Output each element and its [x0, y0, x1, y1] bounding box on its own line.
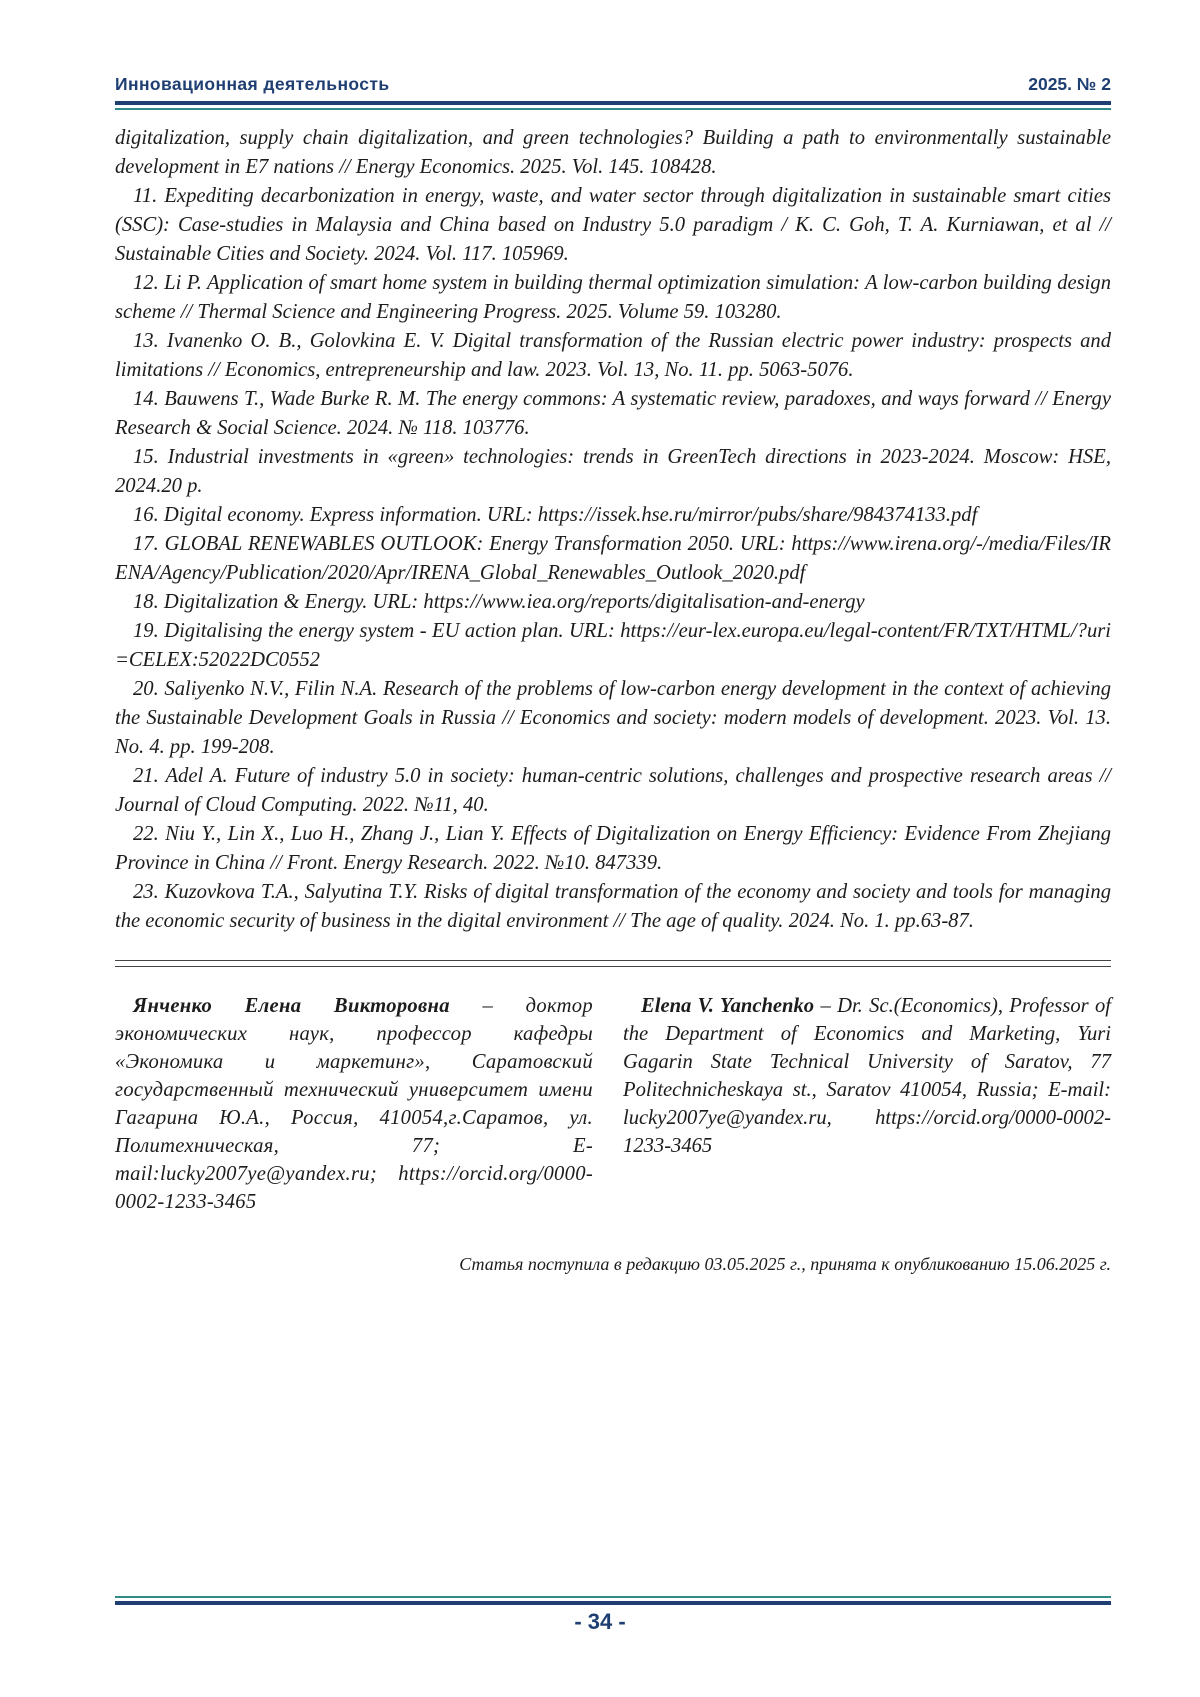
author-name-ru: Янченко Елена Викторовна: [133, 995, 450, 1017]
reference-item: 11. Expediting decarbonization in energy, waste, and water sector through digitalization in sustainable smart cities (SSC): Case-studies in Malaysia and China based on Industry 5.0 paradigm / K. C. Goh, T. A. Kurniawan, et al // Sustainable Cities and Society. 2024. Vol. 117. 105969.: [115, 182, 1111, 269]
section-divider-top: [115, 960, 1111, 961]
reference-item: 17. GLOBAL RENEWABLES OUTLOOK: Energy Transformation 2050. URL: https://www.irena.org/-/media/Files/IRENA/Agency/Publication/2020/Apr/IRENA_Global_Renewables_Outlook_2020.pdf: [115, 530, 1111, 588]
reference-item: 23. Kuzovkova T.A., Salyutina T.Y. Risks of digital transformation of the economy and society and tools for managing the economic security of business in the digital environment // The age of quality. 2024. No. 1. pp.63-87.: [115, 878, 1111, 936]
reference-item: 19. Digitalising the energy system - EU action plan. URL: https://eur-lex.europa.eu/legal-content/FR/TXT/HTML/?uri=CELEX:52022DC0552: [115, 617, 1111, 675]
author-paragraph-en: [623, 992, 1111, 1160]
reference-item: 22. Niu Y., Lin X., Luo H., Zhang J., Lian Y. Effects of Digitalization on Energy Efficiency: Evidence From Zhejiang Province in China // Front. Energy Research. 2022. №10. 847339.: [115, 820, 1111, 878]
footer-rule-thick: [115, 1601, 1111, 1605]
running-header: [115, 74, 1111, 96]
reference-item: 14. Bauwens T., Wade Burke R. M. The energy commons: A systematic review, paradoxes, and ways forward // Energy Research & Social Science. 2024. № 118. 103776.: [115, 385, 1111, 443]
section-divider-bottom: [115, 966, 1111, 967]
author-details-en: – Dr. Sc.(Economics), Professor of the Department of Economics and Marketing, Yuri Gagarin State Technical University of Saratov, 77 Politechnicheskaya st., Saratov 410054, Russia; E-mail: lucky2007ye@yandex.ru, https://orcid.org/0000-0002-1233-3465: [623, 995, 1111, 1157]
author-info-english: [623, 992, 1111, 1160]
reference-item: 20. Saliyenko N.V., Filin N.A. Research of the problems of low-carbon energy development in the context of achieving the Sustainable Development Goals in Russia // Economics and society: modern models of development. 2023. Vol. 13. No. 4. pp. 199-208.: [115, 675, 1111, 762]
reference-item: 18. Digitalization & Energy. URL: https://www.iea.org/reports/digitalisation-and-energy: [115, 588, 1111, 617]
author-info-russian: [115, 992, 593, 1216]
reference-list: [115, 124, 1111, 936]
author-name-en: Elena V. Yanchenko: [641, 995, 814, 1017]
reference-item: 21. Adel A. Future of industry 5.0 in society: human-centric solutions, challenges and prospective research areas // Journal of Cloud Computing. 2022. №11, 40.: [115, 762, 1111, 820]
journal-title: Инновационная деятельность: [115, 74, 390, 95]
header-rule-thick: [115, 101, 1111, 105]
reference-item: 16. Digital economy. Express information. URL: https://issek.hse.ru/mirror/pubs/share/984374133.pdf: [115, 501, 1111, 530]
reference-item: 15. Industrial investments in «green» technologies: trends in GreenTech directions in 2023-2024. Moscow: HSE, 2024.20 p.: [115, 443, 1111, 501]
reference-item: 12. Li P. Application of smart home system in building thermal optimization simulation: A low-carbon building design scheme // Thermal Science and Engineering Progress. 2025. Volume 59. 103280.: [115, 269, 1111, 327]
author-paragraph-ru: [115, 992, 593, 1216]
author-details-ru: – доктор экономических наук, профессор кафедры «Экономика и маркетинг», Саратовский государственный технический университет имени Гагарина Ю.А., Россия, 410054,г.Саратов, ул. Политехническая, 77; E-mail:lucky2007ye@yandex.ru; https://orcid.org/0000-0002-1233-3465: [115, 995, 593, 1213]
issue-number: 2025. № 2: [1028, 74, 1111, 95]
footer-rule-thin: [115, 1596, 1111, 1598]
reference-item: digitalization, supply chain digitalization, and green technologies? Building a path to environmentally sustainable development in E7 nations // Energy Economics. 2025. Vol. 145. 108428.: [115, 124, 1111, 182]
header-rule-thin: [115, 108, 1111, 110]
reference-item: 13. Ivanenko O. B., Golovkina E. V. Digital transformation of the Russian electric power industry: prospects and limitations // Economics, entrepreneurship and law. 2023. Vol. 13, No. 11. pp. 5063-5076.: [115, 327, 1111, 385]
page-number: - 34 -: [0, 1609, 1200, 1635]
received-note: Статья поступила в редакцию 03.05.2025 г., принята к опубликованию 15.06.2025 г.: [459, 1254, 1111, 1275]
